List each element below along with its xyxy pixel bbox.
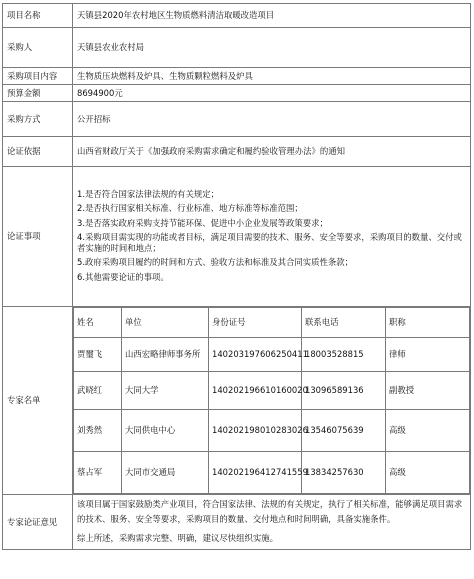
opinion-text [73,495,471,550]
project-name-label: 项目名称 [3,4,73,28]
expert-id: 140202196412741559 [209,452,302,494]
expert-row [74,338,470,372]
row-experts [3,307,471,495]
expert-row [74,372,470,410]
expert-row [74,410,470,452]
header-phone: 联系电话 [302,308,386,338]
expert-title: 高级 [386,410,470,452]
content-value: 生物质压块燃料及炉具、生物质颗粒燃料及炉具 [73,68,471,85]
row-opinion [3,495,471,550]
header-unit: 单位 [122,308,209,338]
demonstration-form-table [2,3,471,550]
header-id: 身份证号 [209,308,302,338]
expert-unit: 大同大学 [122,372,209,410]
matters-label: 论证事项 [3,167,73,307]
purchaser-value: 天镇县农业农村局 [73,28,471,68]
expert-id: 140203197606250411 [209,338,302,372]
matter-item: 3.是否落实政府采购支持节能环保、促进中小企业发展等政策要求； [77,217,328,228]
budget-value: 8694900元 [73,85,471,102]
expert-title: 副教授 [386,372,470,410]
header-title: 职称 [386,308,470,338]
row-content [3,68,471,85]
row-basis [3,137,471,167]
budget-label: 预算金额 [3,85,73,102]
expert-name: 蔡占军 [74,452,122,494]
experts-header-row [74,308,470,338]
expert-phone: 13834257630 [302,452,386,494]
experts-cell [73,307,471,495]
basis-label: 论证依据 [3,137,73,167]
row-matters [3,167,471,307]
expert-name: 刘秀然 [74,410,122,452]
opinion-conclusion: 综上所述，采购需求完整、明确，建议尽快组织实施。 [77,533,278,544]
expert-unit: 大同市交通局 [122,452,209,494]
expert-id: 140202198010283026 [209,410,302,452]
opinion-paragraph: 该项目属于国家鼓励类产业项目，符合国家法律、法规的有关规定，执行了相关标准，能够满足项目需求的技术、服务、安全等要求，采购项目的数量、交付地点和时间明确，具备实施条件。 [77,499,463,524]
expert-phone: 18003528815 [302,338,386,372]
row-method [3,102,471,137]
expert-name: 贾璽飞 [74,338,122,372]
row-purchaser [3,28,471,68]
method-value: 公开招标 [73,102,471,137]
header-name: 姓名 [74,308,122,338]
matter-item: 2.是否执行国家相关标准、行业标准、地方标准等标准范围； [77,203,303,214]
matter-item: 4.采购项目需实现的功能或者目标，满足项目需要的技术、服务、安全等要求，采购项目的数量、交付或者实施的时间和地点； [77,232,462,253]
expert-id: 140202196610160020 [209,372,302,410]
method-label: 采购方式 [3,102,73,137]
expert-phone: 13546075639 [302,410,386,452]
expert-unit: 山西宏略律师事务所 [122,338,209,372]
row-project-name [3,4,471,28]
expert-name: 武晓红 [74,372,122,410]
experts-label: 专家名单 [3,307,73,495]
content-label: 采购项目内容 [3,68,73,85]
expert-row [74,452,470,494]
expert-title: 高级 [386,452,470,494]
experts-table [73,307,470,494]
expert-title: 律师 [386,338,470,372]
matter-item: 6.其他需要论证的事项。 [77,271,169,282]
basis-value: 山西省财政厅关于《加强政府采购需求确定和履约验收管理办法》的通知 [73,137,471,167]
project-name-value: 天镇县2020年农村地区生物质燃料清洁取暖改造项目 [73,4,471,28]
purchaser-label: 采购人 [3,28,73,68]
opinion-label: 专家论证意见 [3,495,73,550]
expert-phone: 13096589136 [302,372,386,410]
expert-unit: 大同供电中心 [122,410,209,452]
matter-item: 5.政府采购项目履约的时间和方式、验收方法和标准及其合同实质性条款； [77,257,353,268]
matter-item: 1.是否符合国家法律法规的有关规定； [77,188,219,199]
matters-list [73,167,471,307]
row-budget [3,85,471,102]
